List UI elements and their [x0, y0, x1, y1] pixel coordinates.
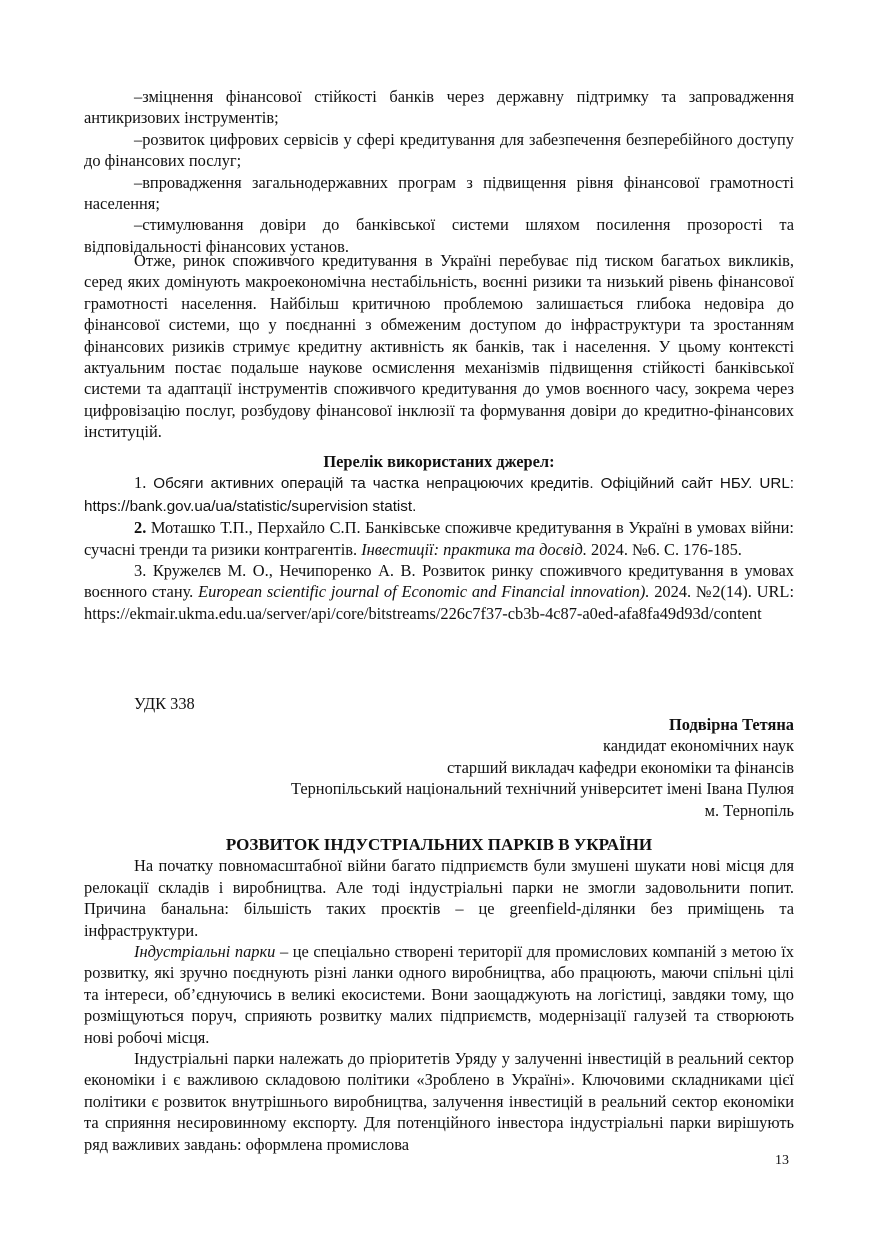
reference-item-3	[84, 560, 794, 624]
article-paragraph	[84, 941, 794, 1048]
reference-item-2	[84, 517, 794, 560]
reference-journal: European scientific journal of Economic and Financial innovation).	[198, 582, 650, 602]
references-heading: Перелік використаних джерел:	[323, 452, 555, 471]
reference-item-1	[84, 472, 794, 517]
reference-number: 1.	[134, 473, 147, 493]
udk-code: УДК 338	[134, 694, 195, 713]
reference-journal: Інвестиції: практика та досвід.	[361, 539, 587, 559]
bullet-item: –впровадження загальнодержавних програм з підвищення рівня фінансової грамотності населення;	[84, 172, 794, 214]
article-section	[84, 834, 794, 1155]
reference-text: Кружелєв М. О., Нечипоренко А. В. Розвиток ринку споживчого кредитування в умовах воєнного стану.	[84, 561, 794, 602]
reference-number: 3.	[134, 561, 147, 581]
reference-number: 2.	[134, 518, 147, 538]
references-section	[84, 451, 794, 624]
author-city: м. Тернопіль	[704, 800, 794, 820]
conclusion-paragraph: Отже, ринок споживчого кредитування в Україні перебуває під тиском багатьох викликів, серед яких домінують макроекономічна нестабільність, воєнні ризики та низький рівень фінансової грамотності населення. Найбільш критичною проблемою залишається глибока недовіра до фінансової системи, що у поєднанні з обмеженим доступом до інфраструктури та зростанням фінансових ризиків стримує кредитну активність як банків, так і населення. У цьому контексті актуальним постає подальше наукове осмислення механізмів підвищення стійкості банківської системи та адаптації інструментів споживчого кредитування до умов воєнного часу, зокрема через цифровізацію послуг, розбудову фінансової інклюзії та формування довіри до кредитно-фінансових інституцій.	[84, 251, 794, 442]
page-number: 13	[775, 1153, 789, 1168]
author-position: старший викладач кафедри економіки та фінансів	[447, 757, 794, 777]
reference-text: Обсяги активних операцій та частка непрацюючих кредитів. Офіційний сайт НБУ. URL: https://bank.gov.ua/ua/statistic/supervision statist.	[84, 475, 794, 515]
bullet-item: –зміцнення фінансової стійкості банків через державну підтримку та запровадження антикризових інструментів;	[84, 87, 794, 128]
term-highlight: Індустріальні парки	[134, 942, 276, 962]
reference-text: Моташко Т.П., Перхайло С.П. Банківське споживче кредитування в Україні в умовах війни: сучасні тренди та ризики контрагентів.	[84, 518, 794, 559]
conclusion-section	[84, 250, 794, 443]
term-definition: – це спеціально створені території для промислових компаній з метою їх розвитку, які зручно поєднують різні ланки одного виробництва, або працюють, маючи спільні цілі та інтереси, об’єднуючись в великі екосистеми. Вони заощаджують на логістиці, завдяки тому, що розміщуються поруч, сприяють розвитку малих підприємств, модернізації галузей та створюють нові робочі місця.	[84, 942, 794, 1047]
reference-details: 2024. №6. С. 176-185.	[591, 539, 742, 559]
intro-bullet-list	[84, 86, 794, 257]
bullet-item: –розвиток цифрових сервісів у сфері кредитування для забезпечення безперебійного доступу до фінансових послуг;	[84, 129, 794, 171]
author-degree: кандидат економічних наук	[603, 736, 794, 756]
author-university: Тернопільський національний технічний університет імені Івана Пулюя	[290, 779, 794, 799]
article-paragraph: Індустріальні парки належать до пріоритетів Уряду у залученні інвестицій в реальний сектор економіки і є важливою складовою політики «Зроблено в Україні». Ключовими складниками цієї політики є розвиток внутрішнього виробництва, залучення інвестицій в реальний сектор економіки та сприяння несировинному експорту. Для потенційного інвестора індустріальні парки вирішують ряд важливих завдань: оформлена промислова	[84, 1049, 794, 1154]
bullet-item: –стимулювання довіри до банківської системи шляхом посилення прозорості та відповідальності фінансових установ.	[84, 215, 794, 256]
reference-details: 2024. №2(14). URL: https://ekmair.ukma.edu.ua/server/api/core/bitstreams/226c7f37-cb3b-4c87-a0ed-afa8fa49d93d/content	[84, 582, 794, 623]
article-title: РОЗВИТОК ІНДУСТРІАЛЬНИХ ПАРКІВ В УКРАЇНИ	[225, 835, 653, 854]
author-name: Подвірна Тетяна	[669, 715, 794, 734]
udk-section	[84, 693, 794, 714]
article-paragraph: На початку повномасштабної війни багато підприємств були змушені шукати нові місця для релокації складів і виробництва. Але тоді індустріальні парки не змогли задовольнити попит. Причина банальна: більшість таких проєктів – це greenfield-ділянки без приміщень та інфраструктури.	[84, 856, 794, 940]
author-block	[84, 714, 794, 821]
